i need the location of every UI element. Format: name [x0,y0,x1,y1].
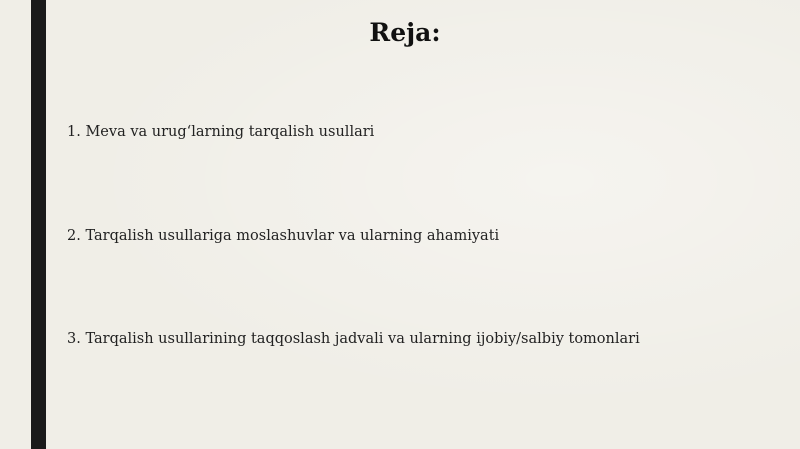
accent-bar [31,0,46,449]
item-text: Meva va urug‘larning tarqalish usullari [85,124,375,140]
list-item [67,124,374,140]
item-number: 2. [67,228,81,244]
item-text: Tarqalish usullariga moslashuvlar va ularning ahamiyati [85,228,500,244]
item-number: 3. [67,331,81,347]
list-item [67,228,499,244]
item-number: 1. [67,124,81,140]
list-item [67,331,640,347]
item-text: Tarqalish usullarining taqqoslash jadvali va ularning ijobiy/salbiy tomonlari [85,331,640,347]
slide-title: Reja: [369,18,441,47]
